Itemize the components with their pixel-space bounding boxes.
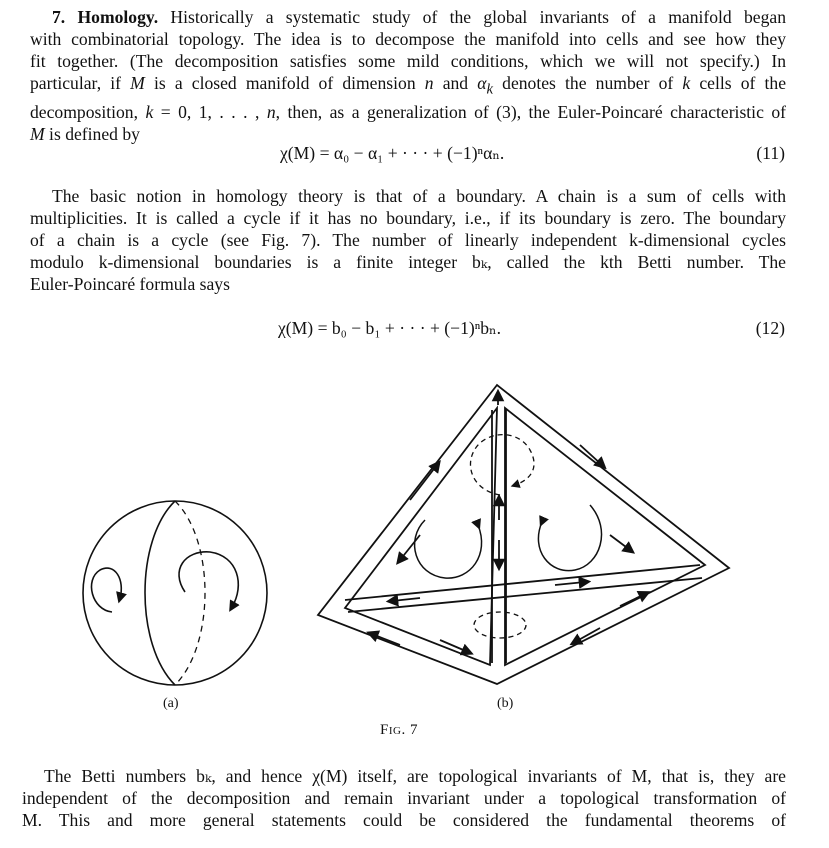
figure-7: [0, 360, 829, 750]
equation-11: χ(M) = α₀ − α₁ + · · · + (−1)ⁿαₙ.: [280, 143, 505, 163]
text-line: decomposition, k = 0, 1, . . . , n, then, as a generalization of (3), the Euler-Poincaré characteristic of: [30, 101, 786, 122]
text-line: Euler-Poincaré formula says: [30, 274, 230, 294]
figure-caption: Fig. 7: [380, 722, 418, 738]
sphere-meridian-front: [145, 501, 175, 685]
edge-arrow: [555, 582, 585, 585]
text-line: The Betti numbers bₖ, and hence χ(M) itself, are topological invariants of M, that is, they are: [44, 766, 786, 786]
left-cycle-arrow: [91, 568, 121, 612]
right-face-rotation-arrow: [538, 505, 601, 571]
text-line: [30, 6, 786, 28]
paragraph-betti-invariance: [22, 765, 786, 831]
section-number: 7.: [52, 7, 66, 27]
text-line: particular, if M is a closed manifold of dimension n and $\alpha_k$ denotes the number of k cells of the: [30, 73, 787, 98]
text-line: M. This and more general statements could be considered the fundamental theorems of: [22, 810, 786, 830]
edge-arrow: [610, 535, 630, 550]
left-face-rotation-arrow: [415, 520, 482, 578]
bottom-face-dashed-cycle: [474, 612, 526, 638]
edge-arrow: [372, 634, 400, 645]
text-line: modulo k-dimensional boundaries is a finite integer bₖ, called the kth Betti number. The: [30, 252, 786, 272]
back-face-dashed-cycle: [470, 435, 534, 495]
edge-arrow: [580, 445, 602, 465]
text-line: of a chain is a cycle (see Fig. 7). The number of linearly independent k-dimensional cycles: [30, 230, 786, 250]
figure-label-b: (b): [497, 696, 514, 711]
edge-arrow: [620, 594, 645, 606]
sphere-outline: [83, 501, 267, 685]
edge-arrow: [392, 598, 420, 601]
text-line: multiplicities. It is called a cycle if it has no boundary, i.e., if its boundary is zero. The boundary: [30, 208, 786, 228]
sphere-meridian-back: [175, 501, 205, 685]
paragraph-boundary: [30, 185, 786, 295]
edge-arrow: [410, 465, 437, 500]
right-face: [505, 408, 705, 665]
text-line: independent of the decomposition and remain invariant under a topological transformation of: [22, 788, 786, 808]
right-cycle-arrow: [179, 552, 238, 607]
text-line: with combinatorial topology. The idea is to decompose the manifold into cells and see how they: [30, 29, 786, 49]
equation-12: χ(M) = b₀ − b₁ + · · · + (−1)ⁿbₙ.: [278, 318, 502, 338]
equation-number-12: (12): [755, 318, 785, 338]
tetrahedron-diagram: [318, 385, 729, 684]
text-span: Historically a systematic study of the global invariants of a manifold began: [170, 7, 786, 27]
equation-number-11: (11): [756, 143, 785, 163]
figure-label-a: (a): [163, 696, 179, 711]
text-line: The basic notion in homology theory is that of a boundary. A chain is a sum of cells with: [52, 186, 786, 206]
section-title: Homology.: [77, 7, 159, 27]
text-line: fit together. (The decomposition satisfies some mild conditions, which we will not specify.) In: [30, 51, 786, 71]
left-face: [345, 408, 497, 665]
paragraph-homology-intro: [30, 6, 786, 145]
text-line: M is defined by: [30, 123, 140, 144]
sphere-diagram: [83, 501, 267, 685]
